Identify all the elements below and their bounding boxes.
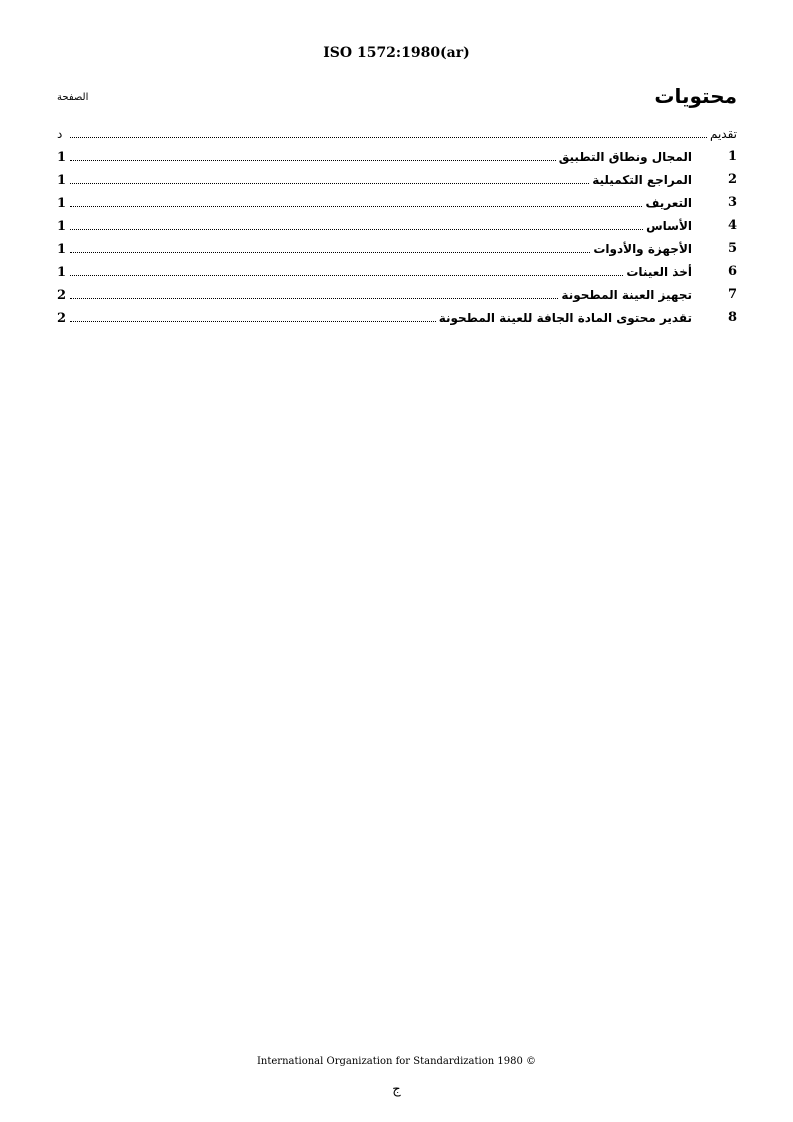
toc-page-number: 2 — [57, 311, 67, 326]
toc-section-number: 2 — [727, 172, 737, 187]
dot-leader — [70, 136, 707, 138]
toc-page-number: 1 — [57, 265, 67, 280]
dot-leader — [70, 274, 623, 276]
dot-leader — [70, 205, 642, 207]
toc-entry-content — [57, 262, 692, 283]
toc-entry-1[interactable] — [57, 147, 737, 170]
toc-title-row — [57, 84, 737, 114]
toc-page-number: 1 — [57, 173, 67, 188]
toc-entry-label: أخذ العينات — [626, 265, 692, 279]
toc-section-number: 8 — [727, 310, 737, 325]
dot-leader — [70, 251, 590, 253]
standard-id: ISO 1572:1980(ar) — [323, 45, 470, 61]
toc-entry-3[interactable] — [57, 193, 737, 216]
toc-section-number: 5 — [727, 241, 737, 256]
page-number: ج — [392, 1082, 401, 1097]
toc-title: محتويات — [654, 84, 737, 108]
toc-entry-4[interactable] — [57, 216, 737, 239]
toc-entry-label: الأجهزة والأدوات — [593, 242, 692, 256]
toc-entry-label: التعريف — [645, 196, 692, 210]
toc-section-number: 6 — [727, 264, 737, 279]
toc-section-number: 7 — [727, 287, 737, 302]
toc-entry-content — [57, 285, 692, 306]
toc-page-number: 1 — [57, 150, 67, 165]
toc-entry-label: تقدير محتوى المادة الجافة للعينة المطحونة — [438, 311, 692, 325]
toc-entry-label: تقديم — [709, 127, 737, 141]
dot-leader — [70, 159, 556, 161]
toc-entry-content — [57, 170, 692, 191]
document-header — [0, 45, 793, 61]
toc-section-number: 4 — [727, 218, 737, 233]
dot-leader — [70, 297, 558, 299]
toc-page-number: 1 — [57, 196, 67, 211]
toc-entry-7[interactable] — [57, 285, 737, 308]
toc-entry-content — [57, 193, 692, 214]
toc-entry-6[interactable] — [57, 262, 737, 285]
toc-page-number: 1 — [57, 242, 67, 257]
toc-entry-content — [57, 147, 692, 168]
toc-entry-5[interactable] — [57, 239, 737, 262]
toc-section-number: 3 — [727, 195, 737, 210]
copyright-notice: International Organization for Standardization 1980 © — [256, 1056, 536, 1067]
toc-entry-label: الأساس — [646, 219, 692, 233]
toc-entry-content — [57, 216, 692, 237]
dot-leader — [70, 228, 643, 230]
toc-entry-label: تجهيز العينة المطحونة — [561, 288, 692, 302]
toc-entry-2[interactable] — [57, 170, 737, 193]
page-column-label: الصفحة — [57, 92, 89, 103]
toc-entry-foreword[interactable] — [57, 124, 737, 147]
table-of-contents — [57, 124, 737, 331]
toc-page-number: د — [57, 127, 63, 141]
toc-entry-label: المجال ونطاق التطبيق — [558, 150, 692, 164]
toc-section-number: 1 — [727, 149, 737, 164]
toc-entry-content — [57, 308, 692, 329]
toc-entry-content — [57, 124, 737, 144]
toc-page-number: 2 — [57, 288, 67, 303]
toc-entry-content — [57, 239, 692, 260]
toc-page-number: 1 — [57, 219, 67, 234]
toc-entry-label: المراجع التكميلية — [592, 173, 692, 187]
dot-leader — [70, 182, 589, 184]
toc-entry-8[interactable] — [57, 308, 737, 331]
dot-leader — [70, 320, 436, 322]
